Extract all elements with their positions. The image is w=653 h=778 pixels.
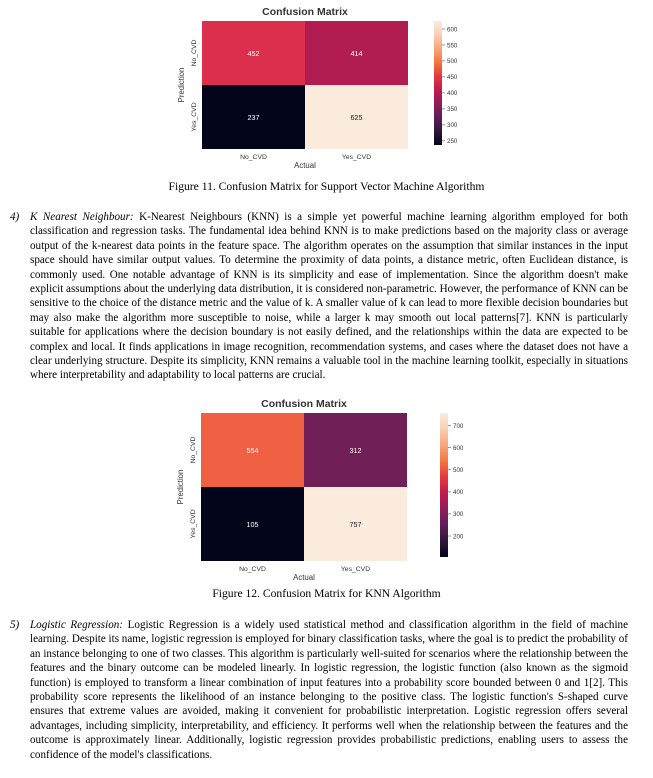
- x-tick-label: Yes_CVD: [340, 566, 371, 573]
- cell-value-label: 554: [246, 446, 259, 455]
- y-tick-label: Yes_CVD: [190, 509, 197, 539]
- cell-value-label: 452: [247, 49, 260, 58]
- colorbar-tick-label: 600: [447, 26, 458, 34]
- x-tick-label: Yes_CVD: [341, 154, 372, 161]
- cell-value-label: 105: [246, 520, 259, 529]
- y-axis-label: Prediction: [177, 67, 186, 103]
- cell-value-label: 414: [350, 49, 363, 58]
- section-heading: Logistic Regression:: [30, 619, 123, 631]
- colorbar-tick-label: 400: [453, 489, 464, 497]
- cell-value-label: 625: [350, 113, 363, 122]
- figure-caption: Figure 12. Confusion Matrix for KNN Algorithm: [212, 587, 441, 600]
- y-axis-label: Prediction: [176, 469, 185, 505]
- colorbar-tick-label: 400: [447, 90, 458, 98]
- section-heading: K Nearest Neighbour:: [30, 211, 134, 223]
- x-axis-label: Actual: [293, 573, 315, 582]
- colorbar-tick-label: 350: [447, 106, 458, 114]
- section-body: K-Nearest Neighbours (KNN) is a simple yet powerful machine learning algorithm employed for both classification and regression tasks. The fundamental idea behind KNN is to make predictions based on the majority class or average output of the k-nearest data points in the feature space. The algorithm operates on the assumption that similar instances in the input space should have similar output values. To determine the proximity of data points, a distance metric, often Euclidean distance, is commonly used. One notable advantage of KNN is its simplicity and ease of implementation. Since the algorithm doesn't make explicit assumptions about the underlying data distribution, it is considered non-parametric. However, the performance of KNN can be sensitive to the choice of the distance metric and the value of k. A smaller value of k can lead to more flexible decision boundaries but may also make the algorithm more susceptible to noise, while a larger k may smooth out local patterns[7]. KNN is particularly suitable for applications where the decision boundary is not easily defined, and the relationships within the data are expected to be complex and local. It finds applications in image recognition, recommendation systems, and cases where the dataset does not have a clear underlying structure. Despite its simplicity, KNN remains a valuable tool in the machine learning toolkit, especially in situations where interpretability and adaptability to local patterns are crucial.: [30, 211, 628, 382]
- colorbar-tick-label: 700: [453, 422, 464, 430]
- confusion-matrix-chart-knn: [170, 396, 480, 582]
- colorbar: [440, 413, 448, 557]
- section-number: 5): [10, 619, 20, 631]
- cell-value-label: 237: [247, 113, 260, 122]
- x-tick-label: No_CVD: [240, 154, 267, 161]
- cell-value-label: 312: [349, 446, 362, 455]
- y-tick-label: No_CVD: [190, 436, 197, 464]
- figure-caption: Figure 11. Confusion Matrix for Support Vector Machine Algorithm: [168, 180, 485, 193]
- confusion-matrix-chart-svm: [170, 4, 470, 179]
- colorbar: [434, 21, 442, 145]
- colorbar-tick-label: 200: [453, 533, 464, 541]
- confusion-matrix-figure-svm: [170, 4, 470, 179]
- section-number: 4): [10, 211, 20, 223]
- section-logistic-regression: [10, 618, 628, 762]
- colorbar-tick-label: 600: [453, 444, 464, 452]
- colorbar-tick-label: 500: [453, 467, 464, 475]
- x-axis-label: Actual: [294, 161, 316, 170]
- confusion-matrix-figure-knn: [170, 396, 480, 582]
- colorbar-tick-label: 450: [447, 74, 458, 82]
- colorbar-tick-label: 300: [453, 511, 464, 519]
- cell-value-label: 757: [349, 520, 362, 529]
- section-knn: [10, 210, 628, 383]
- colorbar-tick-label: 500: [447, 58, 458, 66]
- chart-title: Confusion Matrix: [262, 6, 348, 18]
- section-body: Logistic Regression is a widely used statistical method and classification algorithm in the field of machine learning. Despite its name, logistic regression is employed for binary classification tasks, where the goal is to predict the probability of an instance belonging to one of two classes. This algorithm is particularly well-suited for scenarios where the relationship between the features and the binary outcome can be modeled linearly. In logistic regression, the logistic function (also known as the sigmoid function) is employed to transform a linear combination of input features into a probability score bounded between 0 and 1[2]. This probability score represents the likelihood of an instance belonging to the positive class. The logistic function's S-shaped curve ensures that extreme values are avoided, making it convenient for probabilistic interpretation. Logistic regression offers several advantages, including simplicity, interpretability, and efficiency. It performs well when the relationship between the features and the outcome is approximately linear. Additionally, logistic regression provides probabilistic predictions, enabling users to assess the confidence of the model's classifications.: [30, 619, 628, 761]
- y-tick-label: No_CVD: [191, 39, 198, 67]
- x-tick-label: No_CVD: [239, 566, 266, 573]
- colorbar-tick-label: 300: [447, 122, 458, 130]
- chart-title: Confusion Matrix: [261, 398, 347, 410]
- y-tick-label: Yes_CVD: [191, 102, 198, 132]
- colorbar-tick-label: 250: [447, 138, 458, 146]
- colorbar-tick-label: 550: [447, 42, 458, 50]
